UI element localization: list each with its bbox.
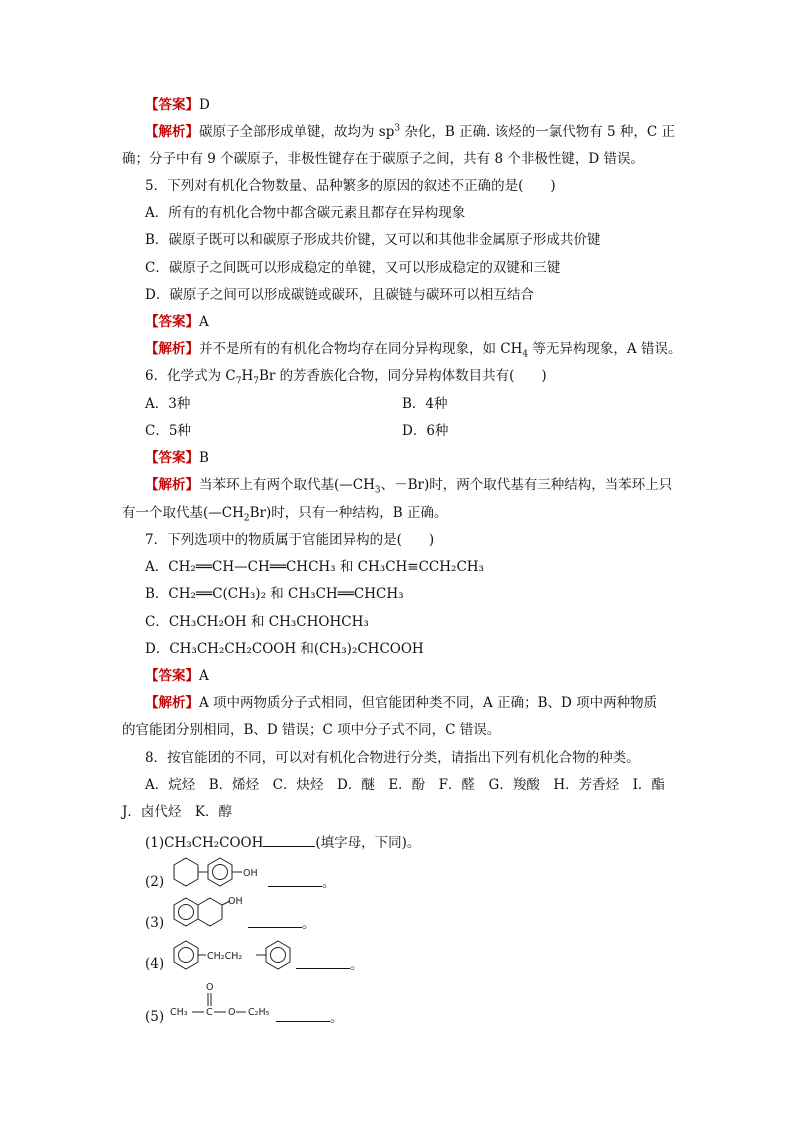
q8-item-4-answer: 。 <box>296 954 364 975</box>
q5-option-b: B．碳原子既可以和碳原子形成共价键，又可以和其他非金属原子形成共价键 <box>145 232 601 248</box>
q8-classes-line-2: J．卤代烃 K．醇 <box>122 804 232 820</box>
q4-analysis-line-2: 确；分子中有 9 个碳原子，非极性键存在于碳原子之间，共有 8 个非极性键，D 错误。 <box>122 151 644 167</box>
answer-blank[interactable] <box>296 954 350 969</box>
ethylene-bridge-label: CH₂CH₂ <box>207 951 243 962</box>
q8-item-2-answer: 。 <box>268 872 336 893</box>
fused-ring-phenol-structure <box>170 895 250 931</box>
ethyl-label: C₂H₅ <box>248 1007 270 1018</box>
q6-option-d: D．6种 <box>402 423 449 439</box>
q6-answer-line <box>145 448 209 468</box>
q5-answer: A <box>199 314 209 330</box>
q6-analysis-line-1: 【解析】当苯环上有两个取代基($—CH_3$、－Br)时，两个取代基有三种结构，当苯环上只 <box>145 477 673 496</box>
carbonyl-oxygen-label: O <box>206 982 214 993</box>
q5-stem: 5．下列对有机化合物数量、品种繁多的原因的叙述不正确的是( ) <box>145 178 556 194</box>
methyl-label: CH₃ <box>170 1007 188 1018</box>
q8-item-2-label: (2) <box>145 874 165 890</box>
q7-option-d: D．CH₃CH₂CH₂COOH 和(CH₃)₂CHCOOH <box>145 641 424 657</box>
analysis-tag: 【解析】 <box>145 695 199 711</box>
answer-blank[interactable] <box>276 1007 330 1022</box>
q7-option-a: A．CH₂══CH—CH══CHCH₃ 和 CH₃CH≡CCH₂CH₃ <box>145 559 484 575</box>
q8-item-4-label: (4) <box>145 956 165 972</box>
q7-stem: 7．下列选项中的物质属于官能团异构的是( ) <box>145 532 435 548</box>
q6-option-c: C．5种 <box>145 423 191 439</box>
q7-answer: A <box>199 668 209 684</box>
q7-analysis-line-2: 的官能团分别相同，B、D 错误；C 项中分子式不同，C 错误。 <box>122 722 501 738</box>
q6-option-b: B．4种 <box>402 396 448 412</box>
answer-tag: 【答案】 <box>145 668 199 684</box>
analysis-tag: 【解析】 <box>145 341 199 357</box>
q7-answer-line <box>145 666 209 686</box>
q4-answer-line <box>145 95 210 115</box>
q8-stem: 8．按官能团的不同，可以对有机化合物进行分类，请指出下列有机化合物的种类。 <box>145 750 640 766</box>
q4-answer: D <box>199 97 210 113</box>
q7-option-c: C．CH₃CH₂OH 和 CH₃CHOHCH₃ <box>145 614 369 630</box>
q5-option-a: A．所有的有机化合物中都含碳元素且都存在异构现象 <box>145 205 466 221</box>
carbon-label: C <box>206 1007 213 1018</box>
q7-option-b: B．CH₂══C(CH₃)₂ 和 CH₃CH══CHCH₃ <box>145 586 404 602</box>
q6-option-a: A．3种 <box>145 396 191 412</box>
q4-analysis-line-1: 【解析】碳原子全部形成单键，故均为 $sp^3$ 杂化，B 正确. 该烃的一氯代物有 5 种，C 正 <box>145 123 675 140</box>
q5-analysis: 【解析】并不是所有的有机化合物均存在同分异构现象，如 $CH_4$ 等无异构现象，A 错误。 <box>145 341 682 360</box>
answer-tag: 【答案】 <box>145 450 199 466</box>
q8-item-1: (1)CH₃CH₂COOH (填字母，下同)。 <box>145 832 420 853</box>
answer-blank[interactable] <box>268 872 322 887</box>
q6-analysis-line-2: 有一个取代基$(—CH_2Br)$时，只有一种结构，B 正确。 <box>122 505 448 524</box>
answer-blank[interactable] <box>263 832 315 847</box>
q8-item-5-answer: 。 <box>276 1007 344 1028</box>
q7-analysis-line-1: 【解析】A 项中两物质分子式相同，但官能团种类不同，A 正确；B、D 项中两种物质 <box>145 695 658 711</box>
ester-structure <box>168 980 278 1024</box>
hydroxyl-label: OH <box>228 896 243 907</box>
answer-tag: 【答案】 <box>145 314 199 330</box>
hydroxyl-label: OH <box>243 868 258 879</box>
q5-option-c: C．碳原子之间既可以形成稳定的单键，又可以形成稳定的双键和三键 <box>145 260 561 276</box>
q6-stem: 6．化学式为 $C_7H_7Br$ 的芳香族化合物，同分异构体数目共有( ) <box>145 368 547 387</box>
q8-item-5-label: (5) <box>145 1009 165 1025</box>
answer-tag: 【答案】 <box>145 97 199 113</box>
q6-answer: B <box>199 450 209 466</box>
q8-classes-line-1: A．烷烃 B．烯烃 C．炔烃 D．醚 E．酚 F．醛 G．羧酸 H．芳香烃 I．酯 <box>145 777 665 793</box>
answer-blank[interactable] <box>248 913 302 928</box>
q8-item-3-label: (3) <box>145 915 165 931</box>
analysis-tag: 【解析】 <box>145 477 199 493</box>
q5-option-d: D．碳原子之间可以形成碳链或碳环，且碳链与碳环可以相互结合 <box>145 287 534 303</box>
analysis-tag: 【解析】 <box>145 124 199 140</box>
cyclohexylphenol-structure <box>170 855 270 891</box>
diphenylethane-structure <box>170 938 300 974</box>
q8-item-3-answer: 。 <box>248 913 316 934</box>
q5-answer-line <box>145 312 209 332</box>
ether-oxygen-label: O <box>228 1007 236 1018</box>
